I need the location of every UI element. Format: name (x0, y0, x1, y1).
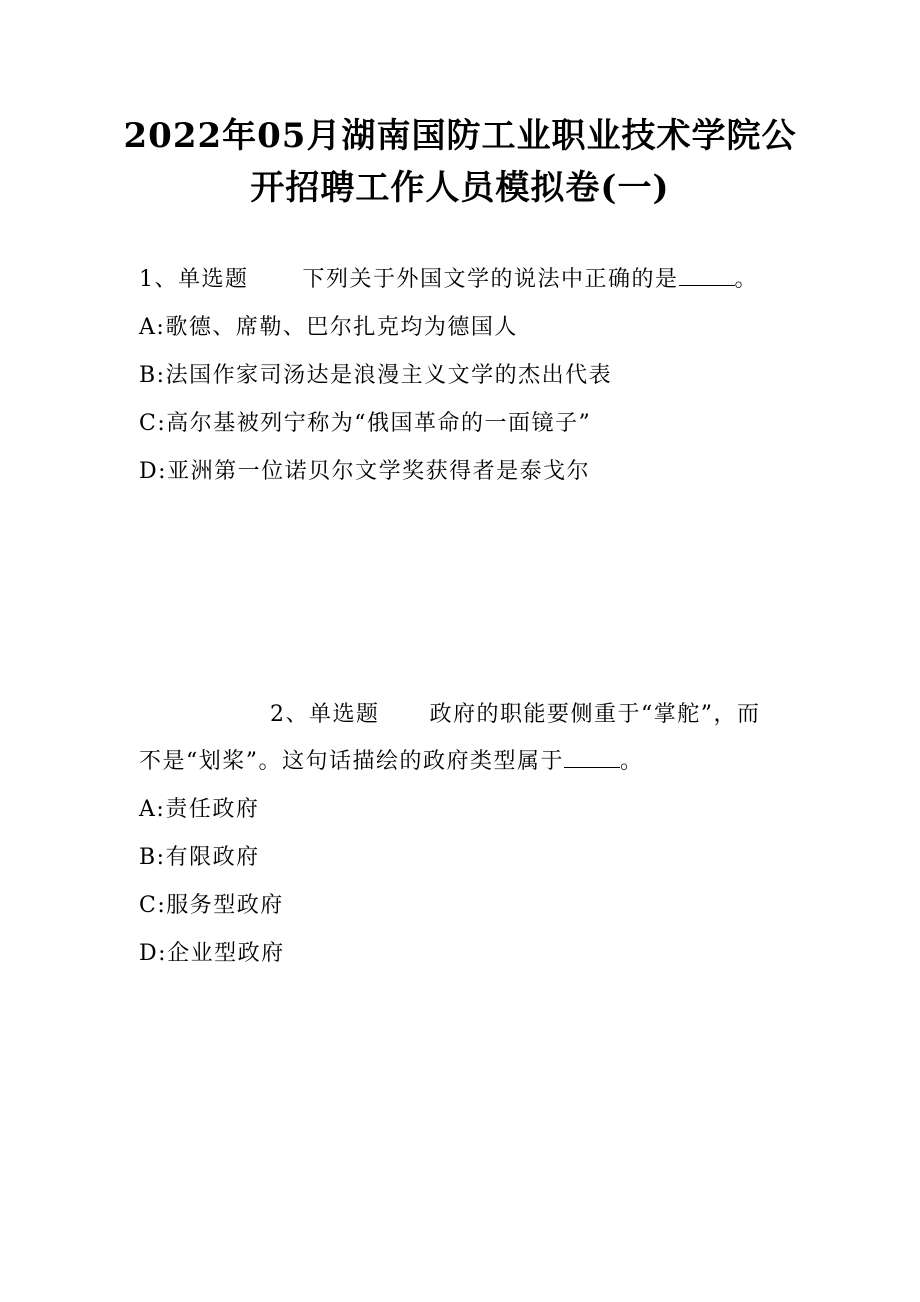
option-label: D: (139, 459, 168, 484)
document-title-line1: 2022年05月湖南国防工业职业技术学院公 (123, 116, 797, 156)
question-text: 不是“划桨”。这句话描绘的政府类型属于 (139, 749, 564, 774)
question-2-stem-line1 (270, 701, 761, 729)
option-text: 高尔基被列宁称为“俄国革命的一面镜子” (166, 411, 592, 436)
option-text: 服务型政府 (166, 893, 284, 918)
option-text: 亚洲第一位诺贝尔文学奖获得者是泰戈尔 (167, 459, 591, 484)
question-2-option-b (139, 844, 260, 872)
question-number: 2、 (270, 702, 309, 727)
question-text: 政府的职能要侧重于“掌舵”，而 (429, 702, 761, 727)
option-text: 歌德、席勒、巴尔扎克均为德国人 (165, 315, 518, 340)
answer-blank (564, 749, 620, 768)
question-number: 1、 (139, 267, 178, 292)
question-end: 。 (734, 267, 759, 292)
option-label: A: (139, 315, 166, 340)
option-text: 法国作家司汤达是浪漫主义文学的杰出代表 (165, 363, 613, 388)
question-1-stem (139, 266, 758, 294)
question-1-option-a (139, 314, 518, 342)
option-label: A: (139, 797, 166, 822)
question-2-option-c (139, 892, 284, 920)
option-label: B: (139, 363, 166, 388)
answer-blank (679, 267, 735, 286)
option-label: B: (139, 845, 166, 870)
option-text: 企业型政府 (167, 941, 285, 966)
question-type: 单选题 (178, 267, 249, 292)
option-label: C: (139, 411, 167, 436)
question-end: 。 (620, 749, 644, 774)
document-title-line2: 开招聘工作人员模拟卷(一) (250, 168, 670, 208)
question-2-stem-line2 (139, 748, 644, 776)
question-1-option-b (139, 362, 612, 390)
option-text: 责任政府 (165, 797, 260, 822)
question-2-option-a (139, 796, 259, 824)
option-label: C: (139, 893, 167, 918)
option-label: D: (139, 941, 168, 966)
option-text: 有限政府 (165, 845, 260, 870)
question-type: 单选题 (309, 702, 380, 727)
question-1-option-c (139, 410, 591, 438)
question-2-option-d (139, 940, 285, 968)
question-text: 下列关于外国文学的说法中正确的是 (302, 267, 679, 292)
question-1-option-d (139, 458, 590, 486)
